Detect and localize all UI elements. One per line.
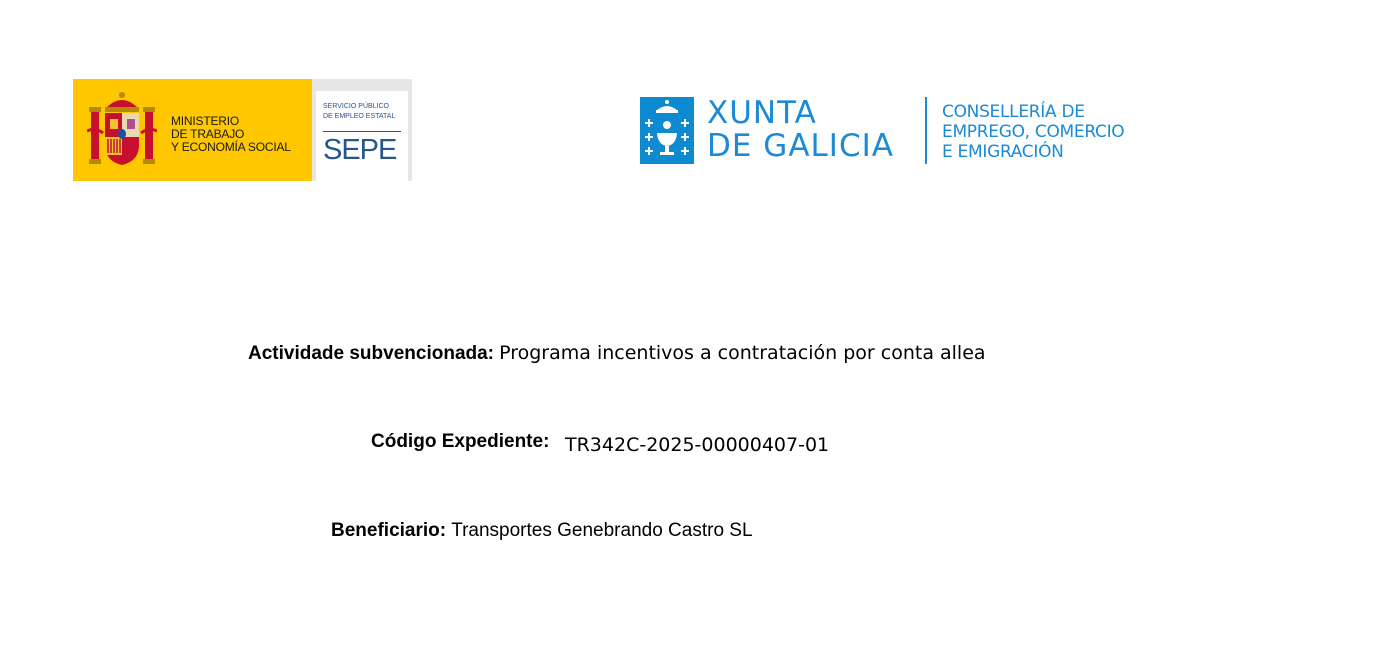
ministry-name: MINISTERIO DE TRABAJO Y ECONOMÍA SOCIAL [171,114,291,154]
activity-value: Programa incentivos a contratación por conta allea [499,342,986,364]
beneficiary-value: Transportes Genebrando Castro SL [451,520,753,541]
xunta-divider [925,97,927,164]
sepe-full-name: SERVICIO PÚBLICO DE EMPLEO ESTATAL [323,103,396,120]
galicia-cross-chalice-icon [640,97,694,164]
file-code-value-wrap [565,434,829,456]
xunta-name: XUNTA DE GALICIA [707,95,894,164]
activity-label: Actividade subvencionada: [248,343,495,364]
conselleria-name: CONSELLERÍA DE EMPREGO, COMERCIO E EMIGRACIÓN [942,102,1125,162]
ministry-sepe-logo [73,79,412,181]
sepe-logo [312,79,412,181]
xunta-emblem [640,97,694,164]
sepe-divider [323,131,401,132]
sepe-acronym: SEPE [323,134,397,166]
ministry-logo [73,79,312,181]
file-code-label: Código Expediente: [371,431,550,452]
beneficiary-label: Beneficiario: [331,520,447,541]
file-code-label-wrap [371,431,549,453]
beneficiary-row [331,520,753,542]
coat-of-arms-icon [87,89,157,171]
file-code-value: TR342C-2025-00000407-01 [565,434,830,456]
xunta-logo [640,97,1170,165]
activity-row [248,342,986,365]
